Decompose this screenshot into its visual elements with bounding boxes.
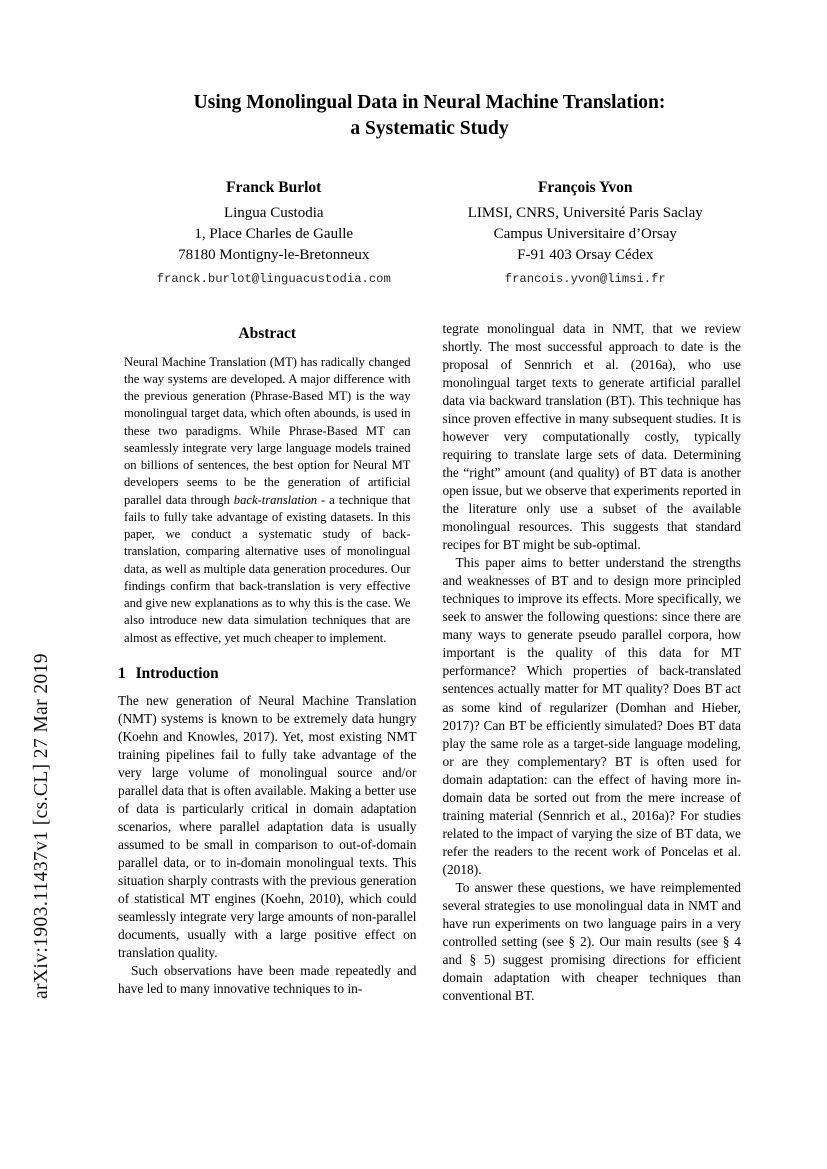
author-name: Franck Burlot: [226, 178, 322, 196]
paragraph-continuation: tegrate monolingual data in NMT, that we review shortly. The most successful approach to date is the proposal of Sennrich et al. (2016a), who use monolingual target texts to generate artificial parallel data via backward translation (BT). This technique has since proven effective in many subsequent studies. It is however very computationally costly, typically requiring to translate large sets of data. Determining the “right” amount (and quality) of BT data is another open issue, but we observe that experiments reported in the literature only use a subset of the available monolingual resources. This suggests that standard recipes for BT might be sub-optimal.: [442, 320, 741, 553]
paragraph: This paper aims to better understand the strengths and weaknesses of BT and to design more principled techniques to improve its effects. More specifically, we seek to answer the following questions: since there are many ways to generate pseudo parallel corpora, how important is the quality of this data for MT performance? Which properties of back-translated sentences actually matter for MT quality? Does BT act as some kind of regularizer (Domhan and Hieber, 2017)? Can BT be efficiently simulated? Does BT data play the same role as a target-side language modeling, or are they complementary? BT is often used for domain adaptation: can the effect of having more in-domain data be sorted out from the mere increase of training material (Sennrich et al., 2016a)? For studies related to the impact of varying the size of BT data, we refer the readers to the recent work of Poncelas et al. (2018).: [442, 555, 741, 877]
arxiv-stamp: arXiv:1903.11437v1 [cs.CL] 27 Mar 2019: [31, 653, 52, 999]
section-title: Introduction: [135, 664, 219, 682]
section-number: 1: [118, 664, 126, 682]
section-heading-introduction: [118, 664, 417, 685]
author-block-2: [430, 177, 742, 288]
author-affiliation-line: 1, Place Charles de Gaulle: [194, 225, 354, 242]
author-block-1: [118, 177, 430, 288]
abstract-text-part1: Neural Machine Translation (MT) has radically changed the way systems are developed. A major difference with the previous generation (Phrase-Based MT) is the way monolingual target data, which often abounds, is used in these two paradigms. While Phrase-Based MT can seamlessly integrate very large language models trained on billions of sentences, the best option for Neural MT developers seems to be the generation of artificial parallel data through: [124, 354, 411, 507]
paragraph: The new generation of Neural Machine Translation (NMT) systems is known to be extremely data hungry (Koehn and Knowles, 2017). Yet, most existing NMT training pipelines fail to fully take advantage of the very large volume of monolingual source and/or parallel data that is often available. Making a better use of data is particularly critical in domain adaptation scenarios, where parallel adaptation data is usually assumed to be small in comparison to out-of-domain parallel data, or to in-domain monolingual texts. This situation sharply contrasts with the previous generation of statistical MT engines (Koehn, 2010), which could seamlessly integrate very large amounts of non-parallel documents, usually with a large positive effect on translation quality.: [118, 692, 417, 960]
title-line-2: a Systematic Study: [350, 118, 509, 140]
author-list: [118, 177, 741, 288]
abstract-heading: Abstract: [238, 324, 297, 342]
author-name: François Yvon: [537, 178, 633, 196]
title-line-1: Using Monolingual Data in Neural Machine Translation:: [193, 92, 666, 113]
column-right: [443, 320, 742, 1005]
author-affiliation-line: LIMSI, CNRS, Université Paris Saclay: [467, 204, 703, 221]
body-columns: [118, 320, 741, 1005]
author-affiliation-line: F-91 403 Orsay Cédex: [517, 247, 654, 264]
author-affiliation-line: Lingua Custodia: [223, 204, 324, 221]
paragraph: To answer these questions, we have reimplemented several strategies to use monolingual data in NMT and have run experiments on two language pairs in a very controlled setting (see § 2). Our main results (see § 4 and § 5) suggest promising directions for efficient domain adaptation with cheaper techniques than conventional BT.: [442, 879, 741, 1003]
author-email[interactable]: franck.burlot@linguacustodia.com: [156, 271, 391, 286]
page-title: [118, 90, 741, 143]
author-affiliation-line: 78180 Montigny-le-Bretonneux: [178, 247, 370, 264]
abstract-italic-term: back-translation: [233, 492, 318, 507]
author-affiliation-line: Campus Universitaire d’Orsay: [493, 225, 677, 242]
paragraph: Such observations have been made repeatedly and have led to many innovative techniques to in-: [118, 962, 417, 996]
column-left: [118, 320, 417, 1005]
abstract-text: [118, 354, 417, 647]
author-email[interactable]: francois.yvon@limsi.fr: [504, 271, 666, 286]
abstract-text-part2: - a technique that fails to fully take advantage of existing datasets. In this paper, we conduct a systematic study of back-translation, comparing alternative uses of monolingual data, as well as multiple data generation procedures. Our findings confirm that back-translation is very effective and give new explanations as to why this is the case. We also introduce new data simulation techniques that are almost as effective, yet much cheaper to implement.: [124, 492, 411, 645]
